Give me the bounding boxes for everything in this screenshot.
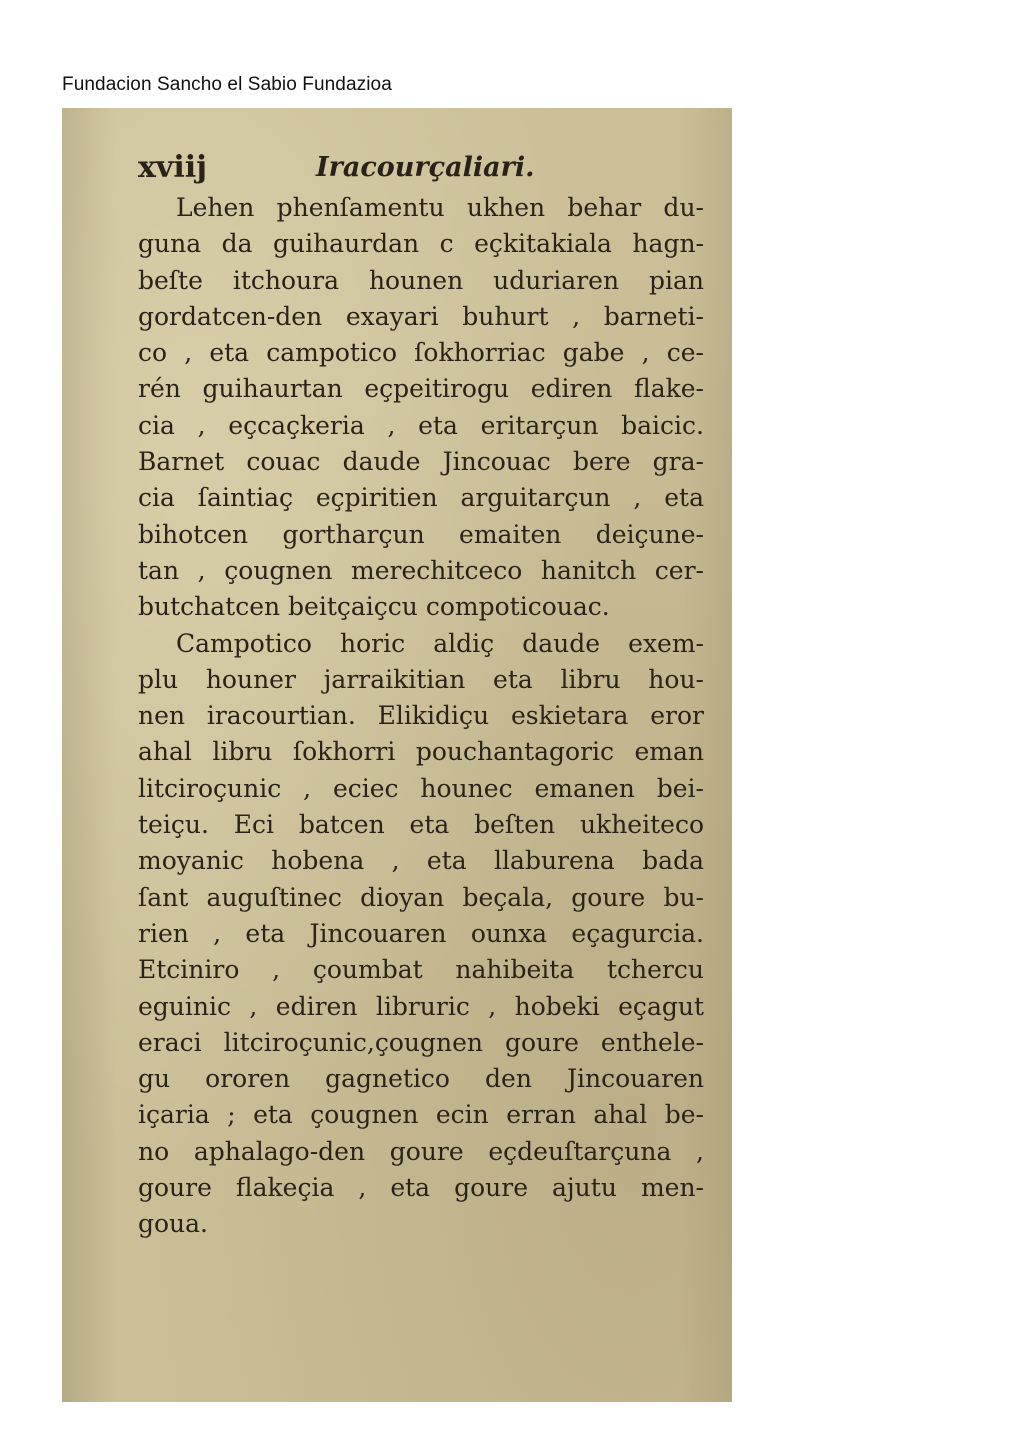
page-body-text [138,190,704,1243]
text-line: ahal libru ſokhorri pouchantagoric eman [138,737,704,767]
scanned-book-page [62,108,732,1402]
text-line: litciroçunic , eciec hounec emanen bei- [138,773,704,803]
text-line: guna da guihaurdan c eçkitakiala hagn- [138,229,704,259]
text-line: gu ororen gagnetico den Jincouaren [138,1064,704,1094]
text-line: butchatcen beitçaiçcu compoticouac. [138,592,610,622]
text-line: teiçu. Eci batcen eta beſten ukheiteco [138,810,704,840]
text-line: Etciniro , çoumbat nahibeita tchercu [138,955,704,985]
text-line: goure flakeçia , eta goure ajutu men- [138,1173,704,1203]
text-line: gordatcen-den exayari buhurt , barneti- [138,301,704,331]
text-line: co , eta campotico ſokhorriac gabe , ce- [138,338,704,368]
text-line: nen iracourtian. Elikidiçu eskietara eror [138,701,704,731]
text-line: içaria ; eta çougnen ecin erran ahal be- [138,1100,704,1130]
text-line: tan , çougnen merechitceco hanitch cer- [138,555,704,585]
page-folio-number: xviij [138,150,207,185]
text-line: eguinic , ediren libruric , hobeki eçagut [138,991,704,1021]
text-line: eraci litciroçunic,çougnen goure enthele- [138,1027,704,1057]
text-line: rien , eta Jincouaren ounxa eçagurcia. [138,918,704,948]
text-line: ſant auguſtinec dioyan beçala, goure bu- [138,882,704,912]
text-line: bihotcen gortharçun emaiten deiçune- [138,519,704,549]
page-header [138,150,658,190]
text-line: cia ſaintiaç eçpiritien arguitarçun , eta [138,483,704,513]
running-title: Iracourçaliari. [316,152,535,183]
text-line: Barnet couac daude Jincouac bere gra- [138,447,704,477]
text-line: goua. [138,1209,209,1239]
text-line: Campotico horic aldiç daude exem- [176,628,704,658]
text-line: rén guihaurtan eçpeitirogu ediren flake- [138,374,704,404]
text-line: moyanic hobena , eta llaburena bada [138,846,704,876]
text-line: plu houner jarraikitian eta libru hou- [138,664,704,694]
text-line: no aphalago-den goure eçdeuſtarçuna , [138,1136,704,1166]
library-header-label: Fundacion Sancho el Sabio Fundazioa [62,74,392,95]
text-line: beſte itchoura hounen uduriaren pian [138,265,704,295]
text-line: cia , eçcaçkeria , eta eritarçun baicic. [138,410,704,440]
text-line: Lehen phenſamentu ukhen behar du- [176,193,704,222]
